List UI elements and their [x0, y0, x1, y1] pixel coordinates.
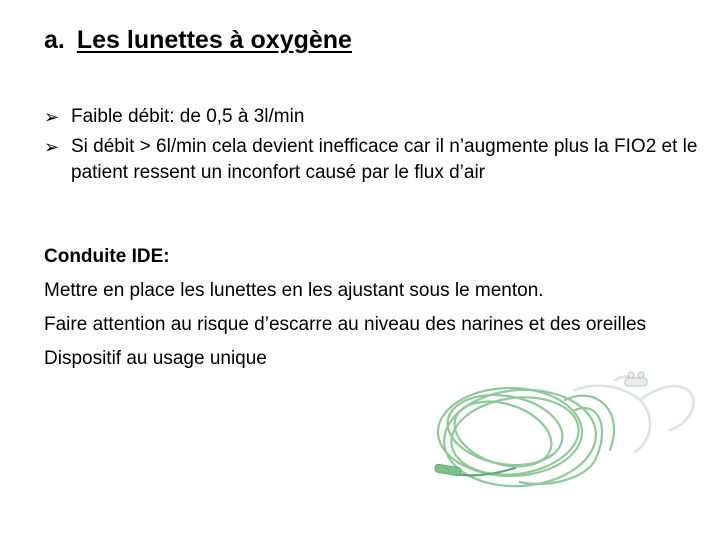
section-heading: Conduite IDE:: [44, 246, 170, 267]
conduite-section: [44, 240, 684, 376]
title-text: Les lunettes à oxygène: [76, 26, 352, 54]
nasal-cannula-image: [425, 370, 710, 530]
section-line: Faire attention au risque d’escarre au niveau des narines et des oreilles: [44, 314, 647, 335]
bullet-text: Si débit > 6l/min cela devient inefficace car il n’augmente plus la FIO2 et le patient ressent un inconfort causé par le flux d’air: [71, 136, 698, 183]
bullet-item: [44, 134, 704, 186]
section-line: Mettre en place les lunettes en les ajustant sous le menton.: [44, 280, 544, 301]
arrow-bullet-icon: ➢: [44, 137, 60, 157]
arrow-bullet-icon: ➢: [44, 107, 60, 127]
slide-title: [44, 26, 352, 55]
bullet-list: [44, 104, 704, 190]
bullet-item: [44, 104, 704, 130]
title-number: a.: [44, 26, 65, 54]
section-line: Dispositif au usage unique: [44, 348, 267, 369]
bullet-text: Faible débit: de 0,5 à 3l/min: [71, 106, 305, 127]
